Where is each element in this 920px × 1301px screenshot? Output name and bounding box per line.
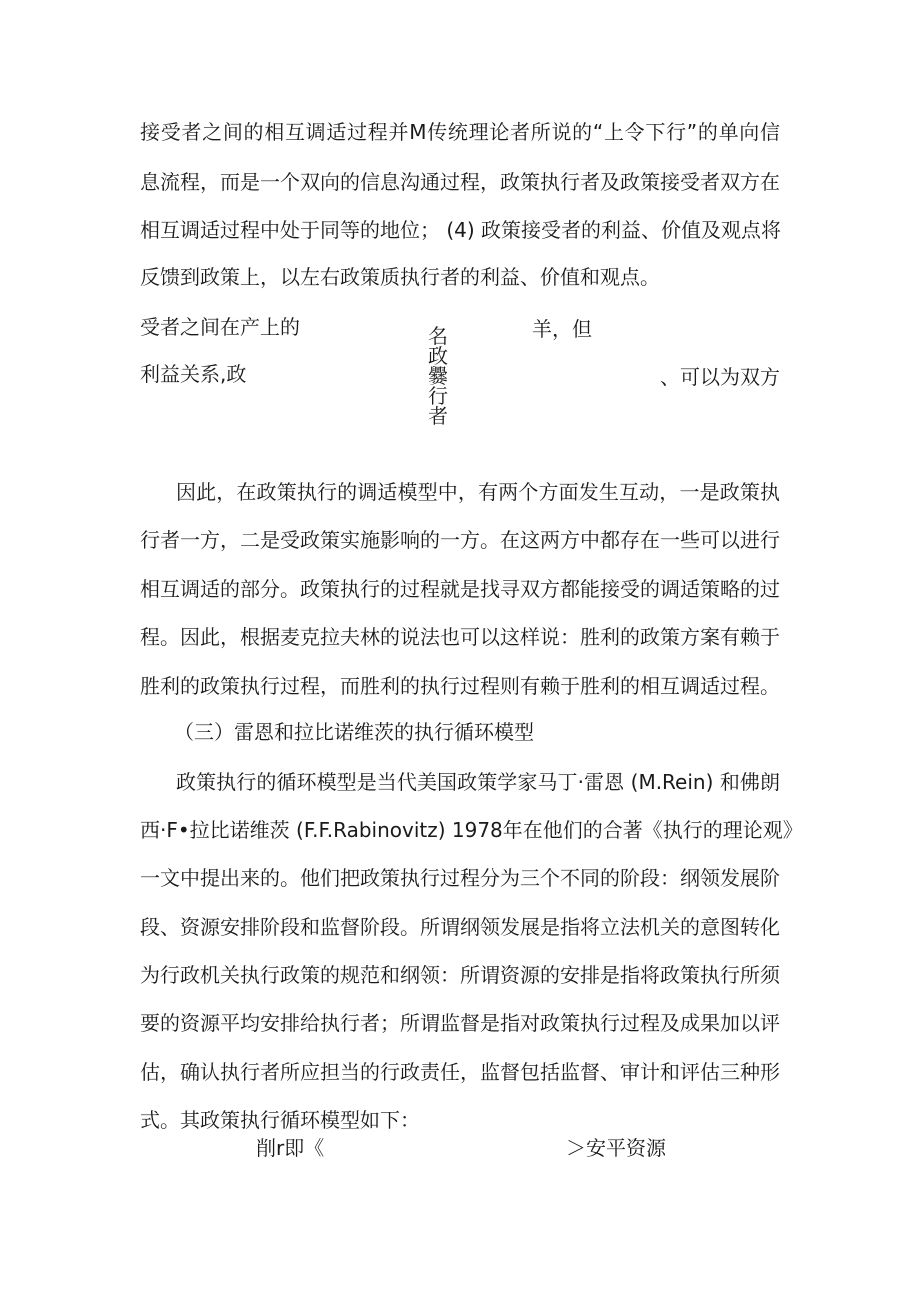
figure-left-top-text: 受者之间在产上的 — [140, 315, 300, 339]
figure-right-top-text: 羊，但 — [532, 317, 592, 341]
para2-line-1: 因此，在政策执行的调适模型中，有两个方面发生互动，一是政策执 — [176, 480, 780, 504]
para3-line-6: 要的资源平均安排给执行者；所谓监督是指对政策执行过程及成果加以评 — [140, 1011, 780, 1035]
para3-line-7: 估，确认执行者所应担当的行政责任，监督包括监督、审计和评估三种形 — [140, 1060, 780, 1084]
para2-line-3: 相互调适的部分。政策执行的过程就是找寻双方都能接受的调适策略的过 — [140, 577, 780, 601]
para3-line-2: 西·F•拉比诺维茨 (F.F.Rabinovitz) 1978年在他们的合著《执行的理论观》 — [140, 818, 803, 842]
para1-line-4: 反馈到政策上，以左右政策质执行者的利益、价值和观点。 — [140, 265, 660, 289]
para3-line-4: 段、资源安排阶段和监督阶段。所谓纲领发展是指将立法机关的意图转化 — [140, 915, 780, 939]
para3-line-5: 为行政机关执行政策的规范和纲领：所谓资源的安排是指将政策执行所须 — [140, 963, 780, 987]
figure-right-bottom-text: 、可以为双方 — [660, 365, 780, 389]
para1-line-2: 息流程，而是一个双向的信息沟通过程，政策执行者及政策接受者双方在 — [140, 170, 780, 194]
para3-line-3: 一文中提出来的。他们把政策执行过程分为三个不同的阶段：纲领发展阶 — [140, 866, 780, 890]
para2-line-5: 胜利的政策执行过程，而胜利的执行过程则有赖于胜利的相互调适过程。 — [140, 674, 780, 698]
para2-line-2: 行者一方，二是受政策实施影响的一方。在这两方中都存在一些可以进行 — [140, 528, 780, 552]
diagram-left-label: 削r即《 — [256, 1136, 325, 1160]
diagram-right-label: ＞安平资源 — [566, 1136, 666, 1160]
para3-line-1: 政策执行的循环模型是当代美国政策学家马丁·雷恩 (M.Rein) 和佛朗 — [176, 770, 780, 794]
para1-line-1: 接受者之间的相互调适过程并M传统理论者所说的“上令下行”的单向信 — [140, 120, 780, 144]
figure-left-bottom-text: 利益关系,政 — [140, 362, 247, 386]
para3-line-8: 式。其政策执行循环模型如下： — [140, 1108, 420, 1132]
para1-line-3: 相互调适过程中处于同等的地位； (4) 政策接受者的利益、价值及观点将 — [140, 218, 782, 242]
para2-line-4: 程。因此，根据麦克拉夫林的说法也可以这样说：胜利的政策方案有赖于 — [140, 625, 780, 649]
figure-vertical-label: 名政爨行者 — [428, 324, 448, 428]
section-heading: （三）雷恩和拉比诺维茨的执行循环模型 — [174, 720, 534, 744]
